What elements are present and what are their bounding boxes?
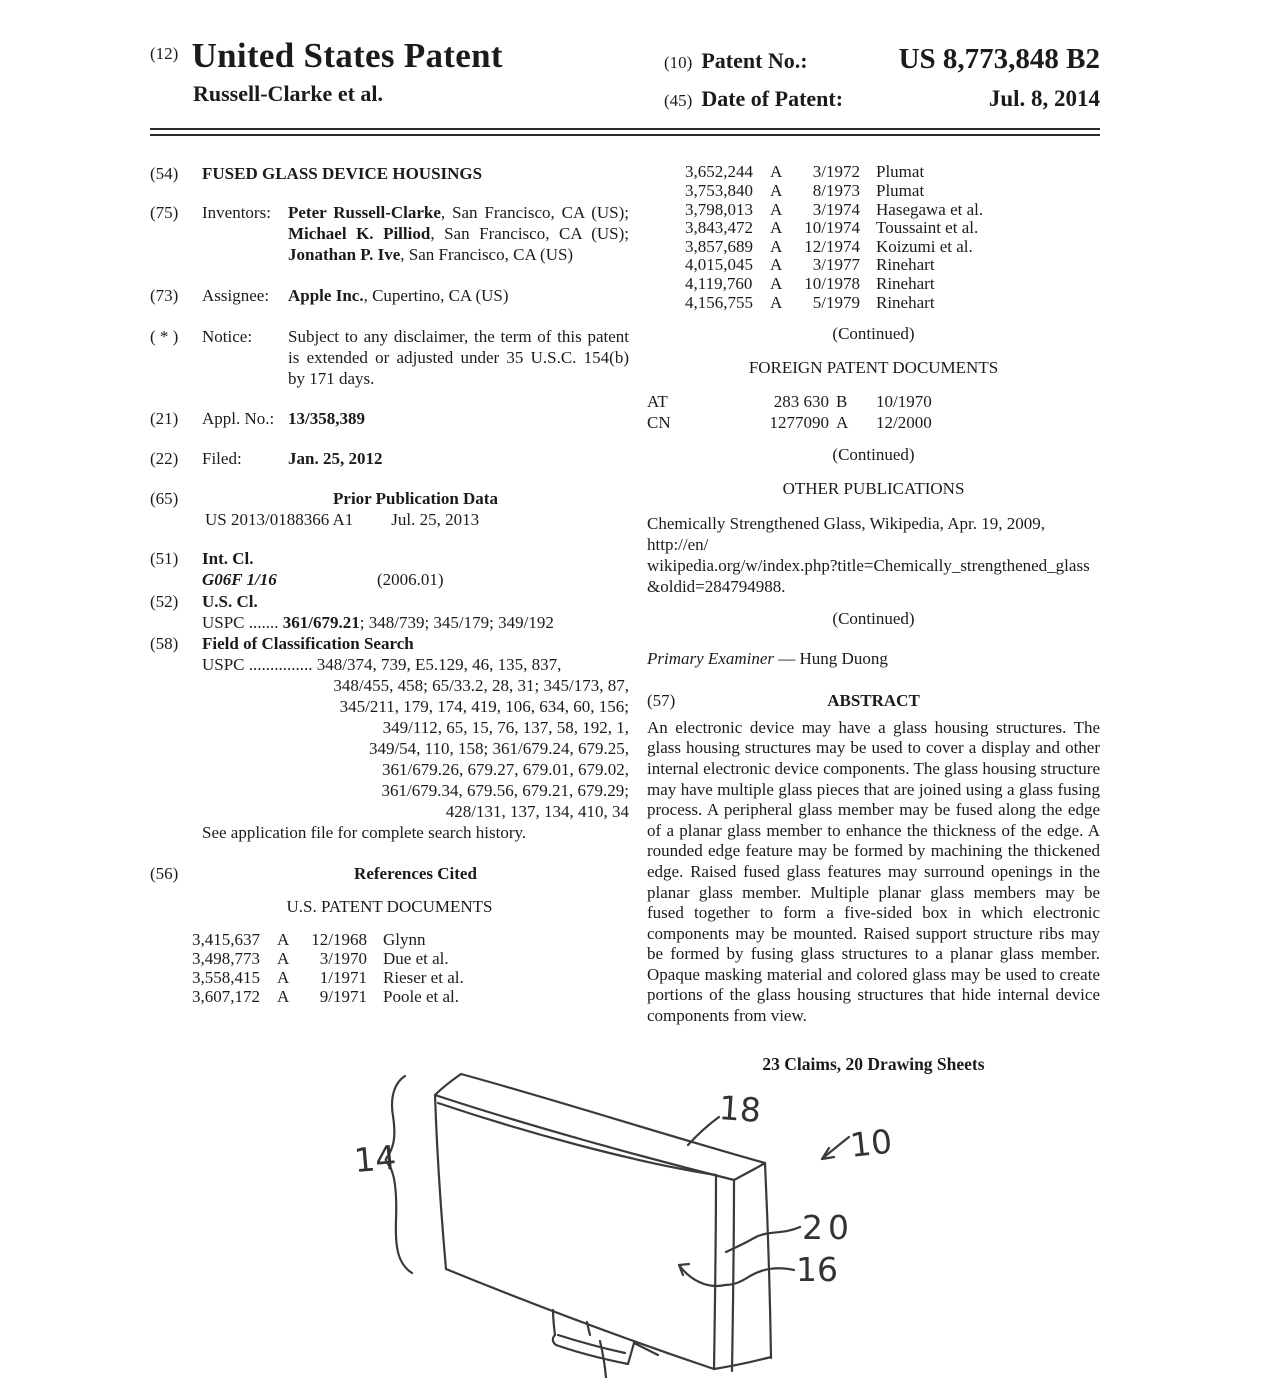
citation-inventor: Plumat [876, 162, 925, 182]
field-code-21: (21) [150, 409, 179, 429]
citation-kind: A [770, 274, 783, 294]
device-sketch [338, 1058, 960, 1378]
monitor-right-edge-front [732, 1180, 734, 1371]
citation-number: 3,753,840 [685, 181, 753, 201]
citation-date: 3/1974 [812, 199, 860, 219]
notice-text: Subject to any disclaimer, the term of this patent is extended or adjusted under 35 U.S.C. 154(b) by 171 days. [288, 326, 629, 389]
citation-kind: A [277, 930, 290, 950]
citation-number: 3,798,013 [685, 199, 753, 219]
citation-date: 3/1972 [812, 162, 860, 182]
claims-summary-line: 23 Claims, 20 Drawing Sheets [762, 1053, 985, 1074]
citation-line: &oldid=284794988. [647, 576, 786, 596]
classification-line: 428/131, 137, 134, 410, 34 [445, 801, 629, 821]
citation-date: 5/1979 [812, 292, 860, 312]
field-code-51: (51) [150, 549, 179, 569]
citation-kind: A [770, 255, 783, 275]
abstract-section [647, 690, 1100, 711]
citation-date: 1/1971 [319, 968, 367, 988]
figure-label-10: 10 [848, 1121, 894, 1165]
stand-neck-left [553, 1310, 555, 1335]
citation-date: 12/1974 [804, 236, 860, 256]
monitor-right-edge-back [765, 1163, 771, 1358]
classification-line: 348/455, 458; 65/33.2, 28, 31; 345/173, 87, [333, 675, 629, 695]
int-cl-section [150, 548, 629, 569]
classification-line: 345/211, 179, 174, 419, 106, 634, 60, 156; [339, 696, 629, 716]
monitor-top-right-edge [734, 1163, 765, 1180]
notice-section [150, 326, 629, 389]
citation-row [192, 930, 629, 949]
continued-marker-2: (Continued) [832, 445, 915, 465]
filed-section [150, 448, 629, 469]
citation-date: 9/1971 [319, 987, 367, 1007]
application-number-value: 13/358,389 [288, 409, 365, 429]
citation-inventor: Glynn [383, 930, 426, 950]
patent-header [150, 34, 1100, 120]
field-code-73: (73) [150, 285, 179, 305]
patent-date-value: Jul. 8, 2014 [988, 85, 1100, 111]
field-of-search-label: Field of Classification Search [202, 633, 414, 653]
inventor-short-name: Russell-Clarke et al. [193, 81, 384, 107]
citation-number: 3,857,689 [685, 236, 753, 256]
foreign-citation-row [647, 412, 1100, 433]
notice-label: Notice: [202, 326, 253, 346]
citation-date: 8/1973 [812, 181, 860, 201]
continued-marker-1: (Continued) [832, 324, 915, 344]
citation-number: 283 630 [773, 392, 829, 412]
label-20-leader [726, 1227, 800, 1252]
inventors-label: Inventors: [202, 202, 271, 222]
int-cl-row [202, 569, 629, 590]
monitor-bottom-right-edge [714, 1357, 771, 1369]
citation-row [685, 275, 1100, 294]
left-column [150, 163, 629, 1075]
invention-title: FUSED GLASS DEVICE HOUSINGS [202, 164, 483, 184]
citation-kind: B [836, 392, 848, 412]
header-divider [150, 128, 1100, 136]
citation-inventor: Plumat [876, 181, 925, 201]
figure-label-16: 16 [796, 1250, 838, 1289]
patent-number-row [664, 42, 1100, 78]
field-of-search-first-line: USPC ............... 348/374, 739, E5.129, 46, 135, 837, [202, 654, 562, 674]
int-cl-class: G06F 1/16 [202, 570, 277, 590]
citation-inventor: Rinehart [876, 292, 935, 312]
citation-date: 10/1978 [804, 274, 860, 294]
foreign-patent-list [647, 391, 1100, 433]
prior-publication-number: US 2013/0188366 A1 [205, 510, 354, 530]
patent-figure [338, 1058, 960, 1378]
citation-number: 1277090 [769, 413, 829, 433]
filed-value: Jan. 25, 2012 [288, 449, 383, 469]
field-code-22: (22) [150, 449, 179, 469]
field-code-57: (57) [647, 690, 676, 710]
citation-inventor: Rinehart [876, 274, 935, 294]
abstract-title: ABSTRACT [827, 690, 920, 710]
citation-row [685, 256, 1100, 275]
citation-country: CN [647, 413, 671, 433]
citation-inventor: Rieser et al. [383, 968, 464, 988]
assignee-value: Apple Inc., Cupertino, CA (US) [288, 285, 509, 305]
patent-number-value: US 8,773,848 B2 [898, 43, 1100, 75]
prior-publication-date: Jul. 25, 2013 [391, 510, 480, 530]
stand-base-corner [553, 1335, 556, 1345]
other-publication-citation [647, 513, 1100, 597]
us-patent-list-right [685, 163, 1100, 312]
title-section [150, 163, 629, 184]
citation-number: 4,015,045 [685, 255, 753, 275]
field-code-10: (10) [664, 53, 693, 72]
figure-label-18: 18 [717, 1088, 763, 1130]
field-code-45: (45) [664, 90, 693, 110]
citation-kind: A [770, 199, 783, 219]
citation-row [192, 968, 629, 987]
monitor-left-edge [435, 1095, 446, 1269]
citation-row [685, 201, 1100, 220]
citation-inventor: Koizumi et al. [876, 236, 973, 256]
citation-date: 12/1968 [311, 930, 367, 950]
citation-row [685, 238, 1100, 257]
patent-date-label: Date of Patent: [701, 85, 844, 111]
foreign-patent-documents-title: FOREIGN PATENT DOCUMENTS [748, 358, 999, 378]
patent-number-label: Patent No.: [701, 48, 808, 73]
citation-row [685, 219, 1100, 238]
assignee-label: Assignee: [202, 285, 270, 305]
citation-row [192, 949, 629, 968]
citation-number: 3,652,244 [685, 162, 753, 182]
us-cl-label: U.S. Cl. [202, 591, 258, 611]
citation-number: 3,558,415 [192, 968, 260, 988]
figure-label-14: 14 [352, 1137, 398, 1181]
page-title: United States Patent [191, 36, 503, 75]
field-of-search-continuation [150, 675, 629, 822]
citation-number: 4,119,760 [685, 274, 753, 294]
field-code-56: (56) [150, 863, 179, 883]
citation-kind: A [836, 413, 849, 433]
prior-publication-row [205, 509, 629, 530]
classification-line: 349/112, 65, 15, 76, 137, 58, 192, 1, [382, 717, 629, 737]
citation-inventor: Hasegawa et al. [876, 199, 984, 219]
citation-date: 12/2000 [876, 413, 932, 433]
us-cl-section [150, 591, 629, 612]
monitor-right-edge-inner [714, 1175, 716, 1369]
label-18-leader [688, 1117, 719, 1145]
citation-number: 3,843,472 [685, 218, 753, 238]
label-10-arrow [822, 1137, 849, 1159]
citation-number: 3,415,637 [192, 930, 260, 950]
citation-date: 10/1970 [876, 392, 932, 412]
stand-base-top [558, 1335, 625, 1353]
citation-line: Chemically Strengthened Glass, Wikipedia, Apr. 19, 2009, http://en/ [647, 513, 1045, 554]
citation-line: wikipedia.org/w/index.php?title=Chemically_strengthened_glass [647, 555, 1090, 575]
citation-row [192, 987, 629, 1006]
stand-base-front [556, 1345, 628, 1364]
citation-country: AT [647, 392, 668, 412]
citation-number: 3,498,773 [192, 949, 260, 969]
citation-row [685, 294, 1100, 313]
classification-line: 361/679.34, 679.56, 679.21, 679.29; [381, 780, 629, 800]
figure-label-20: 20 [802, 1208, 854, 1247]
citation-kind: A [277, 968, 290, 988]
citation-inventor: Due et al. [383, 949, 449, 969]
field-code-54: (54) [150, 164, 179, 184]
citation-kind: A [770, 162, 783, 182]
citation-row [685, 163, 1100, 182]
int-cl-year: (2006.01) [377, 570, 444, 590]
citation-kind: A [770, 181, 783, 201]
citation-date: 10/1974 [804, 218, 860, 238]
citation-number: 4,156,755 [685, 292, 753, 312]
field-code-12: (12) [150, 44, 179, 63]
continued-marker-3: (Continued) [832, 608, 915, 628]
citation-kind: A [770, 236, 783, 256]
monitor-bottom-edge [446, 1269, 714, 1369]
inventors-value: Peter Russell-Clarke, San Francisco, CA (US); Michael K. Pilliod, San Francisco, CA (US); Jonathan P. Ive, San Francisco, CA (US) [288, 202, 629, 264]
field-code-65: (65) [150, 489, 179, 509]
assignee-section [150, 285, 629, 306]
citation-inventor: Poole et al. [383, 987, 460, 1007]
right-column [647, 163, 1100, 1075]
filed-label: Filed: [202, 449, 242, 469]
header-left [150, 34, 503, 108]
field-code-58: (58) [150, 633, 179, 653]
application-number-section [150, 408, 629, 429]
citation-inventor: Rinehart [876, 255, 935, 275]
inventors-section [150, 202, 629, 265]
us-patent-documents-title: U.S. PATENT DOCUMENTS [286, 897, 493, 917]
classification-line: 349/54, 110, 158; 361/679.24, 679.25, [368, 738, 629, 758]
int-cl-label: Int. Cl. [202, 549, 254, 569]
document-body [150, 163, 1100, 1075]
citation-number: 3,607,172 [192, 987, 260, 1007]
header-right [664, 34, 1100, 120]
stand-base-right [628, 1343, 634, 1364]
references-cited-section [150, 863, 629, 884]
citation-date: 3/1977 [812, 255, 860, 275]
field-of-search-section [150, 633, 629, 654]
prior-publication-title: Prior Publication Data [333, 489, 498, 509]
citation-kind: A [770, 218, 783, 238]
field-code-52: (52) [150, 591, 179, 611]
label-16-leader-arrow [679, 1264, 794, 1286]
search-history-note: See application file for complete search history. [202, 822, 527, 842]
monitor-top-front-edge [435, 1095, 734, 1180]
primary-examiner-line: Primary Examiner — Hung Duong [647, 648, 888, 668]
monitor-top-left-edge [435, 1074, 461, 1095]
foreign-citation-row [647, 391, 1100, 412]
application-number-label: Appl. No.: [202, 409, 275, 429]
field-code-asterisk: ( * ) [150, 326, 179, 346]
citation-kind: A [277, 949, 290, 969]
citation-inventor: Toussaint et al. [876, 218, 979, 238]
citation-kind: A [277, 987, 290, 1007]
citation-date: 3/1970 [319, 949, 367, 969]
us-patent-list-left [192, 930, 629, 1006]
prior-publication-section [150, 488, 629, 509]
field-code-75: (75) [150, 202, 179, 222]
citation-kind: A [770, 292, 783, 312]
classification-line: 361/679.26, 679.27, 679.01, 679.02, [382, 759, 629, 779]
patent-date-row [664, 85, 1100, 114]
us-cl-uspc-line: USPC ....... 361/679.21; 348/739; 345/179; 349/192 [202, 612, 554, 632]
abstract-text: An electronic device may have a glass housing structures. The glass housing structures may be used to cover a display and other internal electronic device components. The glass housing structure may have multiple glass pieces that are joined using a glass fusing process. A peripheral glass member may be fused along the edge of a planar glass member to enhance the thickness of the edge. A rounded edge feature may be formed by machining the thickened edge. Raised fused glass features may surround openings in the planar glass member. Multiple planar glass members may be fused together to form a five-sided box in which electronic components may be mounted. Raised support structure ribs may be formed by fusing glass structures to a planar glass member. Opaque masking material and colored glass may be used to create portions of the glass housing structures that hide internal device components from view. [647, 717, 1100, 1026]
references-cited-title: References Cited [354, 863, 477, 883]
other-publications-title: OTHER PUBLICATIONS [782, 479, 965, 499]
citation-row [685, 182, 1100, 201]
